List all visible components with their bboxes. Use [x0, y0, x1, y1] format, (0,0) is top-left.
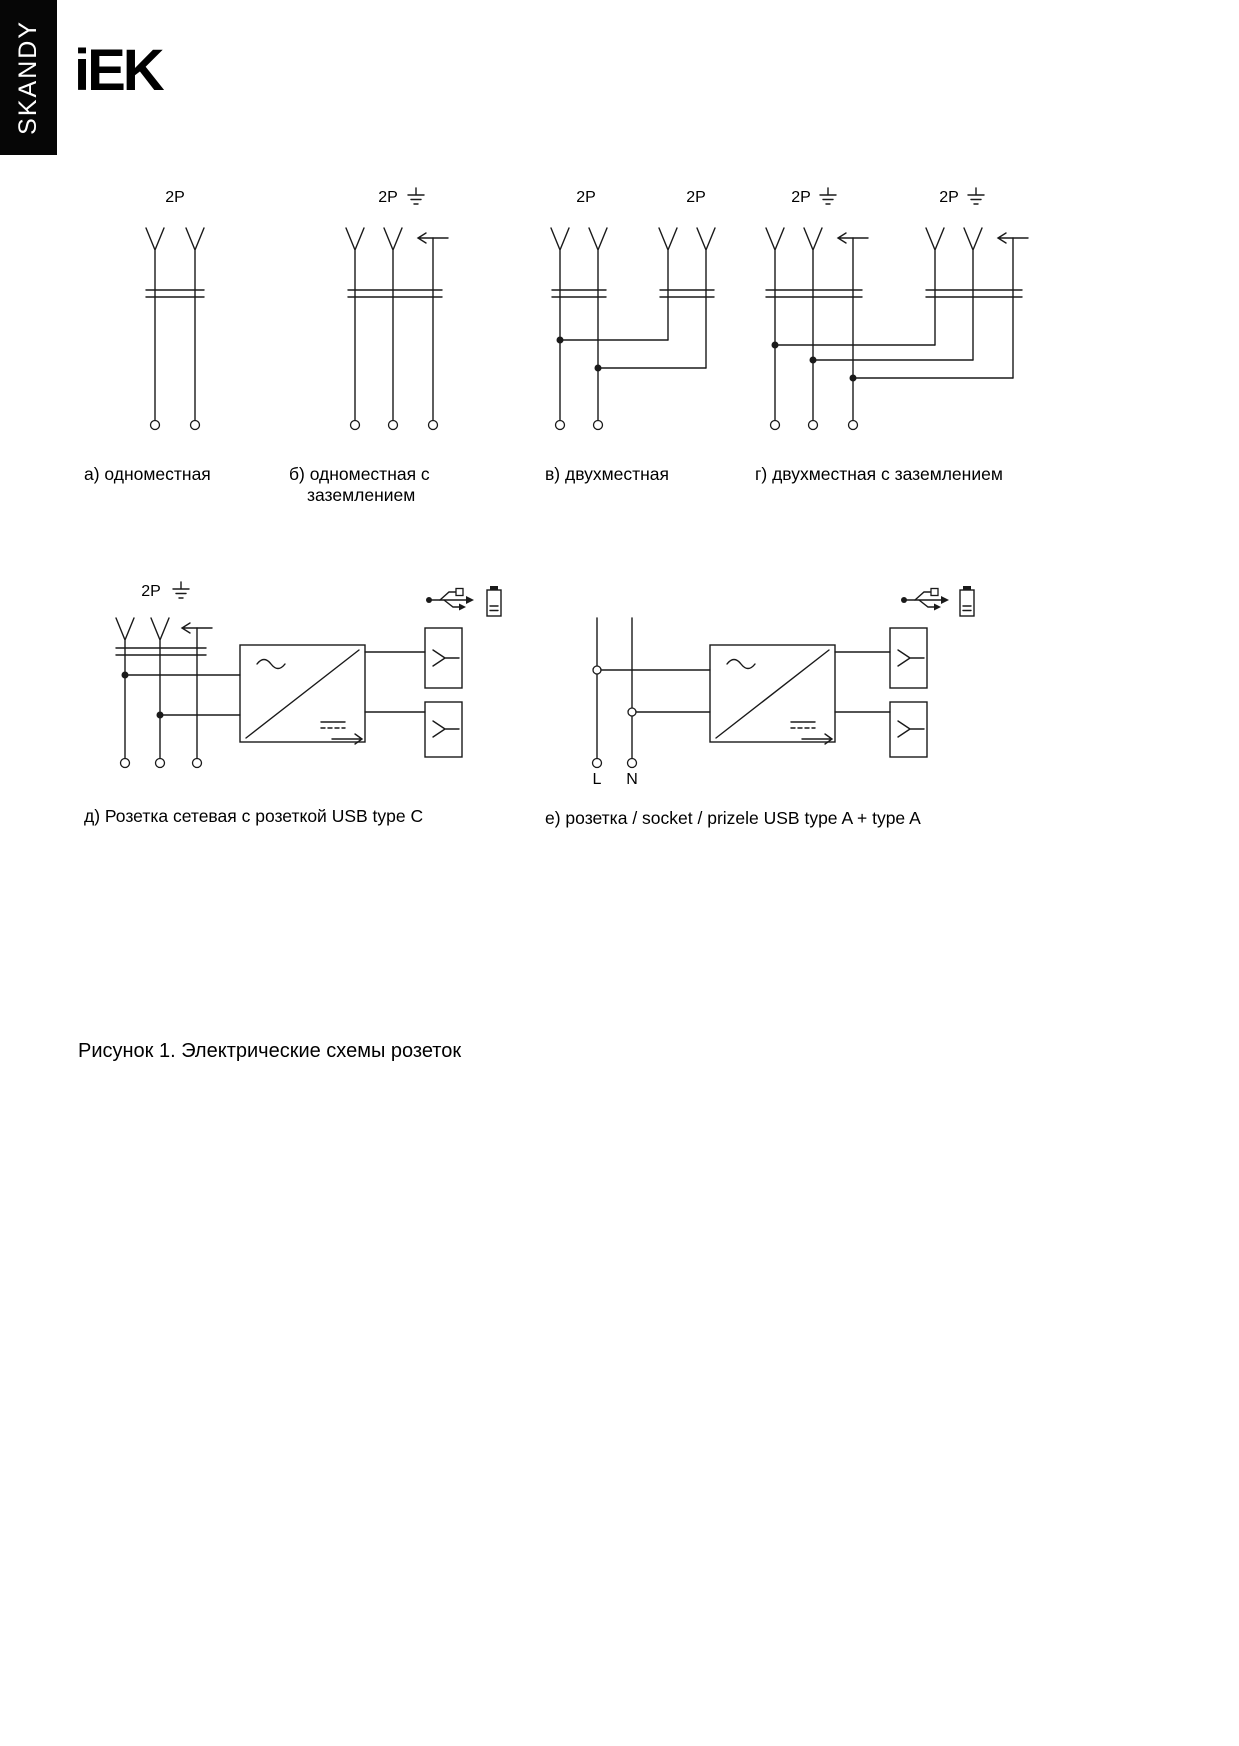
terminal: [156, 759, 165, 768]
diagram-b-caption: [289, 464, 430, 507]
terminal: [191, 421, 200, 430]
socket-body-bars: [766, 290, 862, 297]
pole-count-label: 2P: [939, 189, 959, 206]
socket-body-bars: [116, 648, 206, 655]
ac-sine-icon: [257, 660, 285, 669]
socket-contact-forks: [146, 228, 204, 420]
terminal: [121, 759, 130, 768]
diagram-d-double-socket-earthed: [755, 182, 1040, 437]
contact-fork-icon: [898, 721, 924, 737]
diagram-a-caption: а) одноместная: [84, 464, 211, 484]
terminal: [429, 421, 438, 430]
diagram-b-single-socket-earthed: [330, 182, 480, 437]
terminal: [594, 421, 603, 430]
earth-ground-icon: [820, 188, 836, 204]
diagram-f-socket-usb-a: [545, 572, 990, 807]
socket-contact-forks: [766, 228, 982, 420]
earth-ground-icon: [968, 188, 984, 204]
pole-count-label: 2P: [141, 583, 161, 600]
diagram-d-caption: г) двухместная с заземлением: [755, 464, 1003, 484]
socket-body-bars: [926, 290, 1022, 297]
usb-port-block: [425, 702, 462, 757]
earth-contact-arrow: [418, 233, 448, 420]
socket-contact-forks: [346, 228, 402, 420]
line-label: L: [592, 771, 602, 788]
earth-contact-arrow: [182, 623, 212, 758]
parallel-link-wires: [772, 342, 1014, 382]
earth-ground-icon: [173, 582, 189, 598]
usb-output-wires: [835, 652, 890, 712]
socket-body-bars: [348, 290, 442, 297]
contact-fork-icon: [433, 650, 459, 666]
earth-contact-arrow: [838, 233, 868, 420]
terminal: [849, 421, 858, 430]
diagram-c-caption: в) двухместная: [545, 464, 670, 484]
pole-count-label: 2P: [686, 189, 706, 206]
contact-fork-icon: [898, 650, 924, 666]
socket-contact-forks: [551, 228, 715, 420]
battery-icon: [487, 586, 501, 616]
terminal: [628, 759, 637, 768]
pole-count-label: 2P: [791, 189, 811, 206]
usb-output-wires: [365, 652, 425, 712]
battery-icon: [960, 586, 974, 616]
diagram-e-caption: д) Розетка сетевая с розеткой USB type C: [84, 806, 424, 826]
ac-sine-icon: [727, 660, 755, 669]
usb-port-block: [425, 628, 462, 688]
terminal: [351, 421, 360, 430]
usb-port-block: [890, 628, 927, 688]
pole-count-label: 2P: [576, 189, 596, 206]
usb-trident-icon: [426, 589, 474, 611]
series-name: SKANDY: [14, 20, 42, 135]
power-converter-box: [240, 645, 365, 744]
diagram-e-socket-usb-c: [85, 572, 515, 797]
mains-lines: [593, 618, 711, 768]
series-side-tab: [0, 0, 57, 155]
usb-trident-icon: [901, 589, 949, 611]
pole-count-label: 2P: [165, 189, 185, 206]
supply-wires: [122, 672, 241, 719]
usb-port-block: [890, 702, 927, 757]
neutral-label: N: [626, 771, 638, 788]
earth-contact-arrow: [998, 233, 1028, 378]
diagram-b-caption-line1: б) одноместная с: [289, 464, 430, 484]
figure-caption: Рисунок 1. Электрические схемы розеток: [78, 1040, 462, 1062]
contact-fork-icon: [433, 721, 459, 737]
power-converter-box: [710, 645, 835, 744]
terminal: [771, 421, 780, 430]
diagram-f-caption: е) розетка / socket / prizele USB type A + type A: [545, 808, 921, 828]
terminal: [389, 421, 398, 430]
terminal: [193, 759, 202, 768]
socket-contact-forks: [116, 618, 169, 758]
parallel-link-wires: [557, 337, 707, 372]
terminal: [556, 421, 565, 430]
terminal: [809, 421, 818, 430]
diagram-c-double-socket: [545, 182, 725, 437]
terminal: [151, 421, 160, 430]
brand-logo: iEK: [74, 38, 162, 103]
terminal: [593, 759, 602, 768]
pole-count-label: 2P: [378, 189, 398, 206]
earth-ground-icon: [408, 188, 424, 204]
diagram-b-caption-line2: заземлением: [307, 485, 416, 506]
diagram-a-single-socket: [120, 182, 250, 437]
